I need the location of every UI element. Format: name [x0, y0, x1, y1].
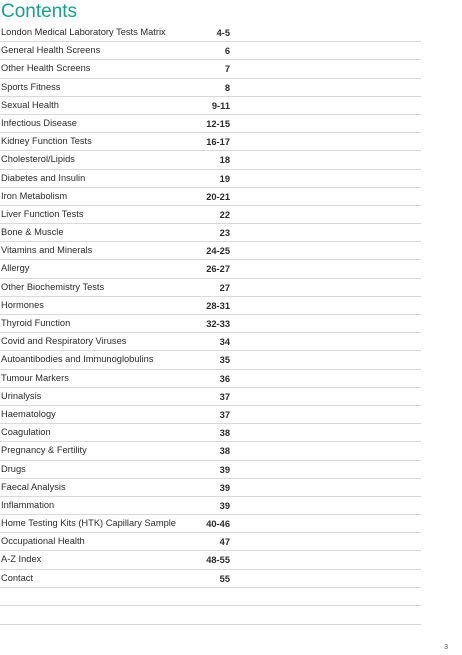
toc-entry-label: Other Biochemistry Tests [1, 281, 105, 292]
toc-entry-page: 38 [219, 446, 230, 457]
toc-entry-label: Vitamins and Minerals [1, 245, 93, 256]
toc-entry-page: 19 [219, 173, 230, 184]
toc-entry-page: 34 [219, 337, 230, 348]
page-title: Contents [1, 1, 78, 22]
toc-entry[interactable] [0, 133, 421, 151]
toc-entry-page: 6 [224, 46, 230, 57]
toc-entry[interactable] [0, 97, 421, 115]
toc-entry[interactable] [0, 242, 421, 260]
toc-entry-label: Occupational Health [1, 536, 85, 547]
toc-entry-label: Covid and Respiratory Viruses [1, 336, 127, 347]
toc-entry-label: Liver Function Tests [1, 208, 84, 219]
toc-entry[interactable] [0, 60, 421, 78]
toc-entry-label: Pregnancy & Fertility [1, 445, 87, 456]
toc-entry[interactable] [0, 260, 421, 278]
toc-entry-page: 40-46 [206, 519, 230, 530]
toc-entry-page: 39 [219, 464, 230, 475]
toc-entry-page: 28-31 [206, 300, 230, 311]
toc-entry-label: General Health Screens [1, 45, 101, 56]
toc-entry[interactable] [0, 315, 421, 333]
toc-entry-page: 39 [219, 500, 230, 511]
toc-entry-page: 32-33 [206, 319, 230, 329]
toc-entry-page: 26-27 [206, 264, 230, 275]
toc-entry-page: 47 [219, 537, 230, 548]
toc-entry-page: 27 [219, 282, 230, 293]
toc-entry-page: 37 [219, 391, 230, 402]
toc-entry-label: Hormones [1, 299, 44, 310]
toc-entry-page: 38 [219, 428, 230, 439]
toc-entry[interactable] [0, 370, 421, 388]
toc-entry-page: 16-17 [206, 137, 230, 148]
toc-entry-page: 37 [219, 409, 230, 420]
toc-entry-label: Home Testing Kits (HTK) Capillary Sample [1, 518, 176, 529]
toc-entry-page: 8 [224, 82, 230, 93]
page-number: 3 [444, 644, 448, 651]
toc-entry-label: Autoantibodies and Immunoglobulins [1, 354, 154, 365]
toc-entry-label: Faecal Analysis [1, 481, 66, 492]
toc-entry-page: 9-11 [211, 100, 230, 111]
toc-entry-label: Inflammation [1, 499, 55, 510]
toc-entry-page: 7 [224, 64, 230, 75]
toc-entry-label: Coagulation [1, 427, 51, 438]
toc-entry-label: A-Z Index [1, 554, 42, 565]
toc-entry-page: 22 [219, 209, 230, 220]
blank-rule [0, 605, 421, 606]
toc-entry-page: 24-25 [206, 246, 230, 257]
toc-entry-page: 35 [219, 355, 230, 366]
toc-entry[interactable] [0, 406, 421, 424]
toc-entry-label: Drugs [1, 463, 26, 474]
toc-entry[interactable] [0, 551, 421, 569]
toc-entry[interactable] [0, 79, 421, 97]
toc-entry-label: Bone & Muscle [1, 227, 64, 238]
toc-entry-label: Kidney Function Tests [1, 136, 92, 147]
toc-entry[interactable] [0, 206, 421, 224]
toc-entry[interactable] [0, 388, 421, 406]
toc-entry-label: Contact [1, 572, 34, 583]
toc-entry-label: Urinalysis [1, 390, 42, 401]
toc-entry-label: Tumour Markers [1, 372, 69, 383]
toc-entry-label: Thyroid Function [1, 318, 71, 328]
toc-entry[interactable] [0, 461, 421, 479]
toc-entry-label: Diabetes and Insulin [1, 172, 86, 183]
toc-entry-page: 55 [219, 573, 230, 584]
toc-entry[interactable] [0, 570, 421, 588]
table-of-contents [0, 24, 421, 588]
toc-entry-page: 4-5 [216, 28, 230, 38]
toc-entry[interactable] [0, 24, 421, 42]
toc-entry-label: Infectious Disease [1, 117, 77, 128]
toc-entry[interactable] [0, 170, 421, 188]
toc-entry-page: 39 [219, 482, 230, 493]
toc-entry[interactable] [0, 224, 421, 242]
toc-entry[interactable] [0, 151, 421, 169]
toc-entry[interactable] [0, 479, 421, 497]
toc-entry-label: Other Health Screens [1, 63, 91, 74]
toc-entry[interactable] [0, 515, 421, 533]
toc-entry-label: Allergy [1, 263, 30, 274]
toc-entry-label: Iron Metabolism [1, 190, 68, 201]
toc-entry-label: Sexual Health [1, 99, 59, 110]
toc-entry[interactable] [0, 497, 421, 515]
toc-entry[interactable] [0, 297, 421, 315]
toc-entry-label: London Medical Laboratory Tests Matrix [1, 27, 166, 37]
toc-entry-label: Sports Fitness [1, 81, 61, 92]
toc-entry[interactable] [0, 279, 421, 297]
toc-entry[interactable] [0, 115, 421, 133]
toc-entry-label: Haematology [1, 408, 56, 419]
toc-entry-page: 12-15 [206, 118, 230, 129]
toc-entry-label: Cholesterol/Lipids [1, 154, 75, 165]
toc-entry[interactable] [0, 424, 421, 442]
toc-entry[interactable] [0, 333, 421, 351]
toc-entry[interactable] [0, 42, 421, 60]
toc-entry-page: 20-21 [206, 191, 230, 202]
blank-rule [0, 624, 421, 625]
toc-entry[interactable] [0, 533, 421, 551]
toc-entry-page: 18 [219, 155, 230, 166]
toc-entry-page: 36 [219, 373, 230, 384]
toc-entry-page: 48-55 [206, 555, 230, 566]
toc-entry[interactable] [0, 188, 421, 206]
toc-entry[interactable] [0, 442, 421, 460]
toc-entry-page: 23 [219, 228, 230, 239]
toc-entry[interactable] [0, 351, 421, 369]
